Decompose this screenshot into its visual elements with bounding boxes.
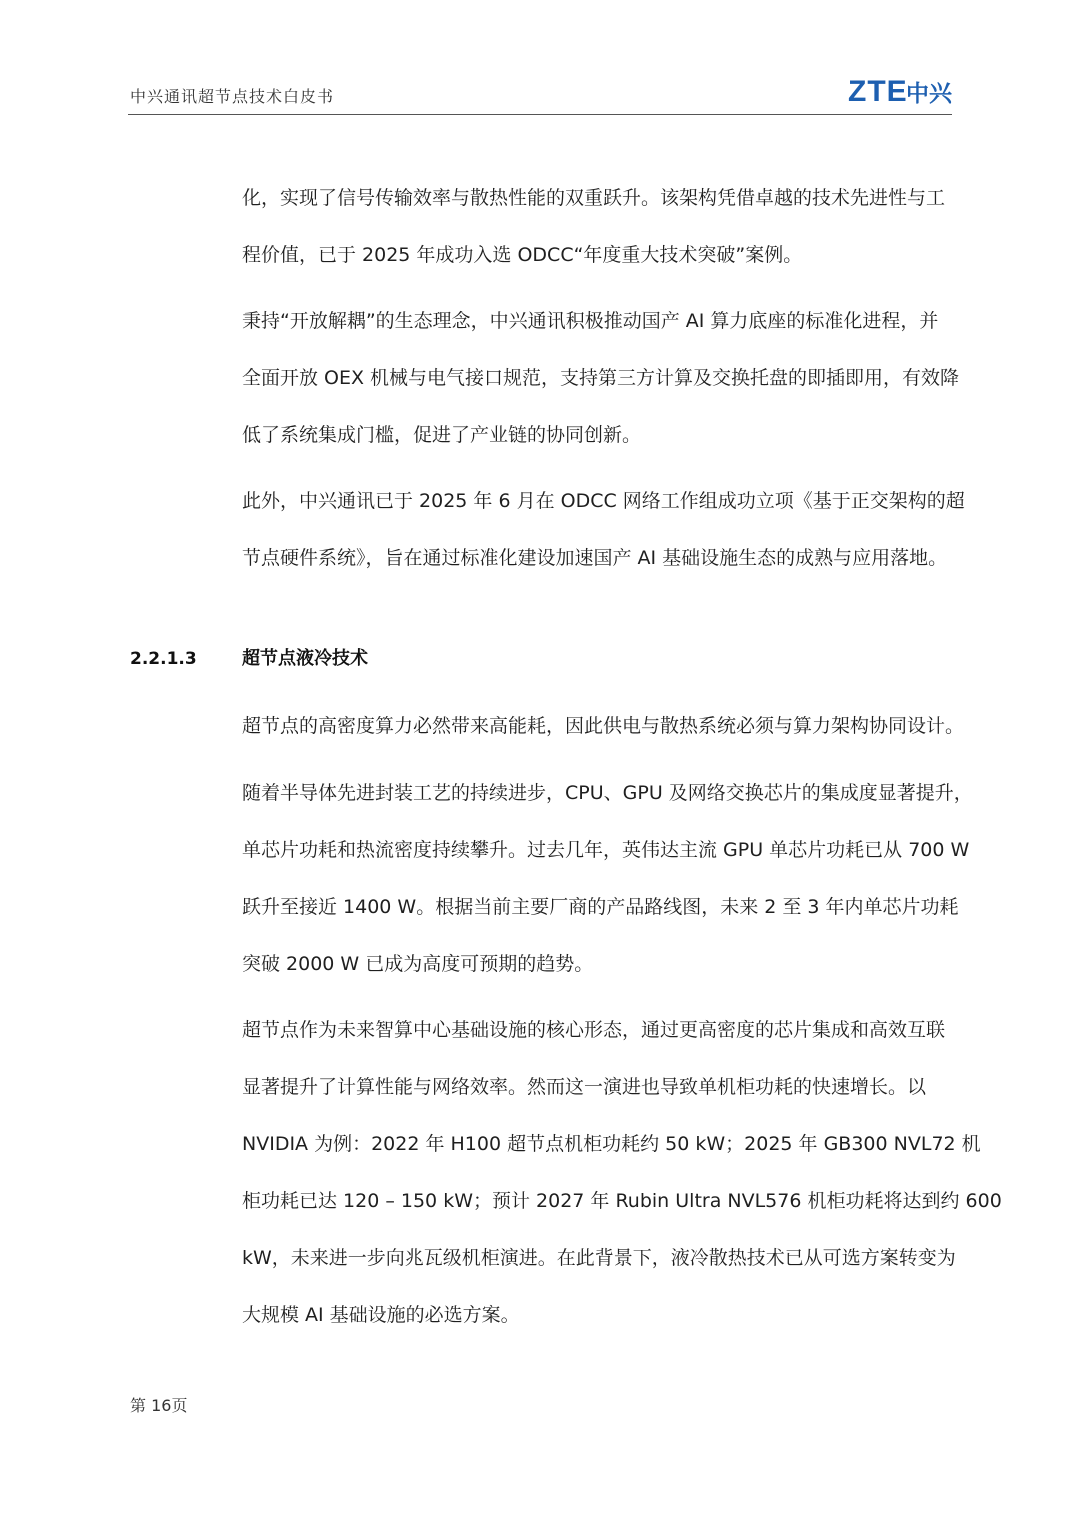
paragraph-power-cooling-intro — [242, 698, 965, 755]
paragraph-line: 跃升至接近 1400 W。根据当前主要厂商的产品路线图，未来 2 至 3 年内单芯片功耗 — [242, 896, 959, 918]
paragraph-chip-power-trend — [242, 765, 973, 993]
paragraph-line: 全面开放 OEX 机械与电气接口规范，支持第三方计算及交换托盘的即插即用，有效降 — [242, 367, 960, 389]
zte-logo — [848, 72, 953, 108]
paragraph-line: 单芯片功耗和热流密度持续攀升。过去几年，英伟达主流 GPU 单芯片功耗已从 700 W — [242, 839, 970, 861]
paragraph-rack-power-trend — [242, 1002, 1002, 1344]
header-divider — [128, 114, 952, 115]
paragraph-line: 柜功耗已达 120 – 150 kW；预计 2027 年 Rubin Ultra NVL576 机柜功耗将达到约 600 — [242, 1190, 1002, 1212]
paragraph-line: kW，未来进一步向兆瓦级机柜演进。在此背景下，液冷散热技术已从可选方案转变为 — [242, 1247, 956, 1269]
paragraph-line: 程价值，已于 2025 年成功入选 ODCC“年度重大技术突破”案例。 — [242, 244, 803, 266]
paragraph-line: 随着半导体先进封装工艺的持续进步，CPU、GPU 及网络交换芯片的集成度显著提升， — [242, 782, 973, 804]
paragraph-line: 低了系统集成门槛，促进了产业链的协同创新。 — [242, 424, 642, 446]
paragraph-line: 节点硬件系统》，旨在通过标准化建设加速国产 AI 基础设施生态的成熟与应用落地。 — [242, 547, 948, 569]
paragraph-line: 此外，中兴通讯已于 2025 年 6 月在 ODCC 网络工作组成功立项《基于正交架构的超 — [242, 490, 965, 512]
section-title: 超节点液冷技术 — [242, 648, 368, 669]
paragraph-odcc-project — [242, 473, 965, 587]
zte-logo-latin: ZTE — [848, 75, 908, 108]
section-number: 2.2.1.3 — [130, 649, 197, 669]
paragraph-line: 显著提升了计算性能与网络效率。然而这一演进也导致单机柜功耗的快速增长。以 — [242, 1076, 927, 1098]
paragraph-line: 化，实现了信号传输效率与散热性能的双重跃升。该架构凭借卓越的技术先进性与工 — [242, 187, 946, 209]
paragraph-line: 突破 2000 W 已成为高度可预期的趋势。 — [242, 953, 594, 975]
paragraph-open-ecosystem — [242, 293, 962, 464]
paragraph-line: NVIDIA 为例：2022 年 H100 超节点机柜功耗约 50 kW；2025 年 GB300 NVL72 机 — [242, 1133, 981, 1155]
paragraph-architecture-summary — [242, 170, 962, 284]
page-number: 第 16页 — [130, 1396, 188, 1415]
paragraph-line: 超节点的高密度算力必然带来高能耗，因此供电与散热系统必须与算力架构协同设计。 — [242, 715, 965, 737]
paragraph-line: 超节点作为未来智算中心基础设施的核心形态，通过更高密度的芯片集成和高效互联 — [242, 1019, 946, 1041]
document-header-title: 中兴通讯超节点技术白皮书 — [130, 87, 335, 106]
zte-logo-chinese: 中兴 — [906, 81, 952, 107]
paragraph-line: 秉持“开放解耦”的生态理念，中兴通讯积极推动国产 AI 算力底座的标准化进程，并 — [242, 310, 939, 332]
paragraph-line: 大规模 AI 基础设施的必选方案。 — [242, 1304, 520, 1326]
